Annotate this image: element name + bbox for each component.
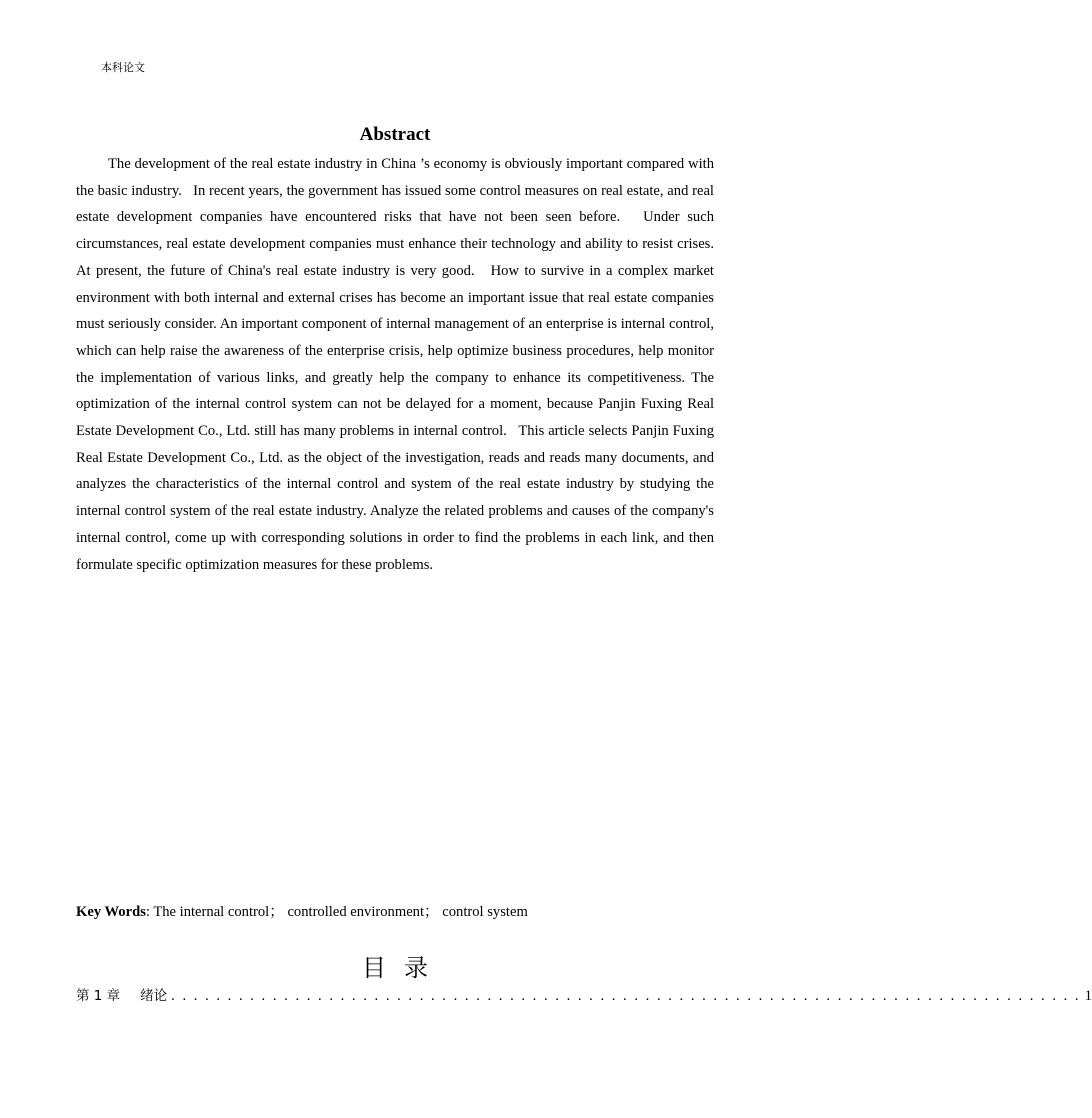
toc-entry-leader: . . . . . . . . . . . . . . . . . . . . . . . . . . . . . . . . . . . . . . . . . . . . . . . . . . . . . . . . . . . . . . . . . . . . . . . . . . . . . . . . . — [171, 988, 1081, 1004]
toc-entry-title: 绪论 — [140, 988, 168, 1004]
toc-entry-chapter: 第 1 章 — [76, 988, 121, 1004]
abstract-body: The development of the real estate industry in China ’s economy is obviously important compared with the basic industry. In recent years, the government has issued some control measures on real estate, and real estate development companies have encountered risks that have not been seen before. Under such circumstances, real estate development companies must enhance their technology and ability to resist crises. At present, the future of China's real estate industry is very good. How to survive in a complex market environment with both internal and external crises has become an important issue that real estate companies must seriously consider. An important component of internal management of an enterprise is internal control, which can help raise the awareness of the enterprise crisis, help optimize business procedures, help monitor the implementation of various links, and greatly help the company to enhance its competitiveness. The optimization of the internal control system can not be delayed for a moment, because Panjin Fuxing Real Estate Development Co., Ltd. still has many problems in internal control. This article selects Panjin Fuxing Real Estate Development Co., Ltd. as the object of the investigation, reads and reads many documents, and analyzes the characteristics of the internal control and system of the real estate industry by studying the internal control system of the real estate industry. Analyze the related problems and causes of the company's internal control, come up with corresponding solutions in order to find the problems in each link, and then formulate specific optimization measures for these problems. — [76, 156, 725, 573]
keywords-label: Key Words — [76, 904, 146, 920]
keywords-text: : The internal control； controlled environment； control system — [145, 904, 528, 920]
toc-entry-page: 1 — [1084, 988, 1092, 1004]
toc-title: 目录 — [362, 954, 446, 982]
keywords-line — [76, 900, 528, 921]
abstract-title: Abstract — [359, 124, 431, 145]
running-header: 本科论文 — [101, 61, 145, 74]
toc-entry[interactable] — [76, 984, 1092, 1005]
